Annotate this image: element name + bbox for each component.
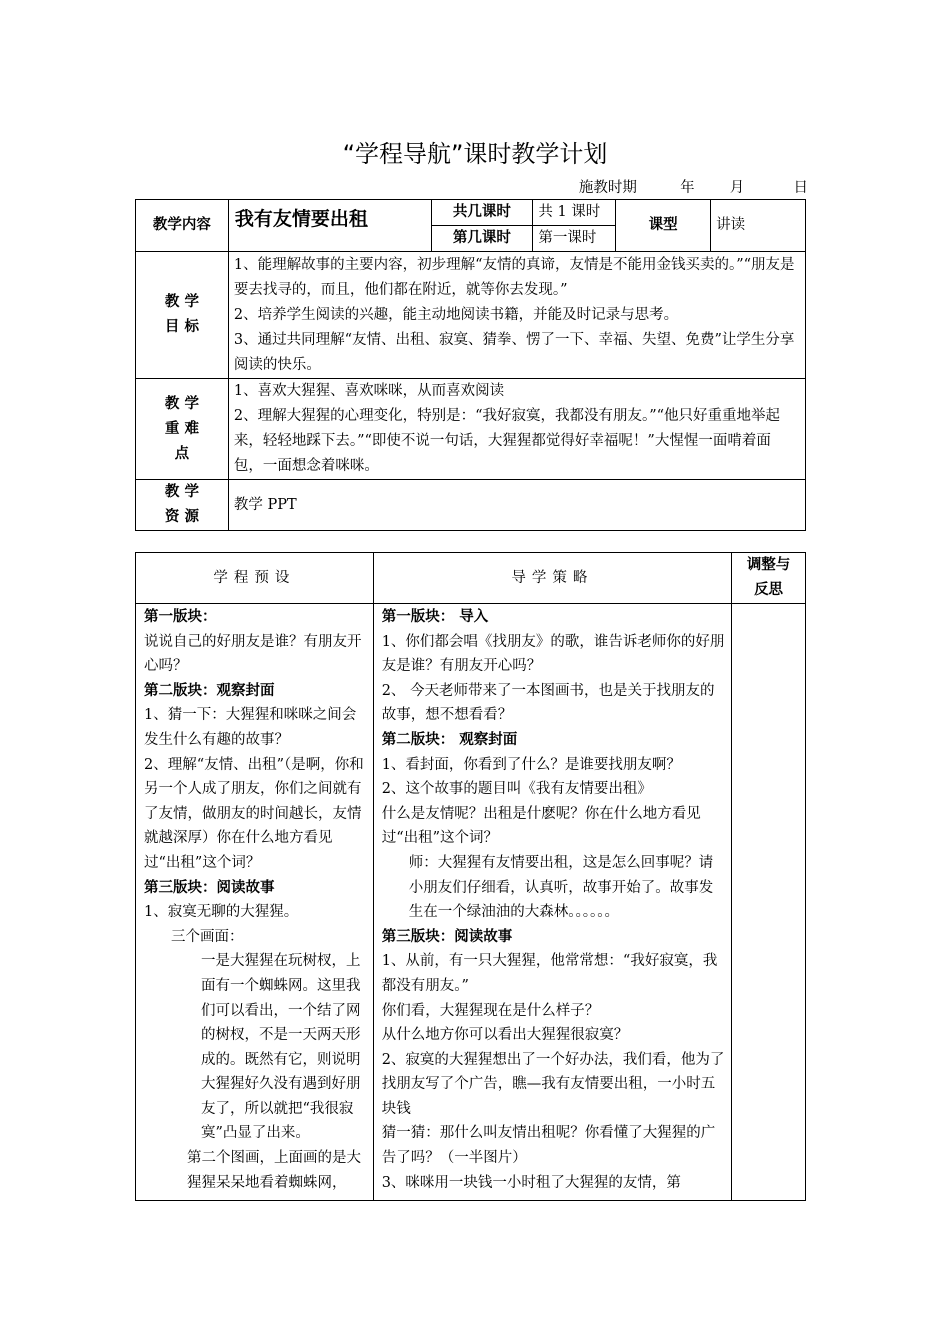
header-learning-preset: 学程预设 (136, 553, 374, 604)
total-hours-value: 共 1 课时 (533, 200, 616, 226)
teaching-goals (228, 252, 805, 379)
strategy-paragraph: 猜一猜：那什么叫友情出租呢？你看懂了大猩猩的广告了吗？（一半图片） (381, 1125, 716, 1167)
date-month: 月 (729, 180, 745, 196)
total-hours-label: 共几课时 (431, 200, 533, 226)
which-hour-label: 第几课时 (431, 226, 533, 252)
strategy-paragraph: 第一版块： 导入 (381, 609, 489, 625)
lesson-type-label: 课型 (616, 200, 711, 252)
key-points (228, 379, 805, 480)
lesson-plan-table (135, 552, 806, 1201)
page-title: “学程导航”课时教学计划 (342, 140, 608, 168)
preset-paragraph: 一是大猩猩在玩树杈，上面有一个蜘蛛网。这里我们可以看出，一个结了网的树杈，不是一天两天形成的。既然有它，则说明大猩猩好久没有遇到好朋友了，所以就把“我很寂寞”凸显了出来。 (201, 953, 361, 1142)
strategy-paragraph: 第三版块：阅读故事 (381, 928, 513, 945)
strategy-paragraph: 2、寂寞的大猩猩想出了一个好办法，我们看，他为了找朋友写了个广告，瞧—我有友情要出租，一小时五块钱 (381, 1051, 725, 1117)
preset-paragraph: 2、理解“友情、出租”（是啊，你和另一个人成了朋友，你们之间就有了友情，做朋友的时间越长，友情就越深厚）你在什么地方看见过“出租”这个词？ (144, 756, 364, 871)
strategy-paragraph: 2、这个故事的题目叫《我有友情要出租》 (381, 781, 652, 798)
key-point-item: 2、理解大猩猩的心理变化，特别是：“我好寂寞，我都没有朋友。”“他只好重重地举起来，轻轻地踩下去。”“即使不说一句话，大猩猩都觉得好幸福呢！”大惺惺一面啃着面包，一面想念着咪咪。 (233, 408, 781, 474)
preset-paragraph: 第二版块：观察封面 (144, 682, 275, 699)
strategy-paragraph: 你们看，大猩猩现在是什么样子？ (381, 1002, 600, 1019)
date-day: 日 (793, 180, 808, 196)
key-points-label: 教 学 重 难 点 (136, 379, 229, 480)
strategy-paragraph: 3、咪咪用一块钱一小时租了大猩猩的友情，第 (381, 1174, 681, 1191)
strategy-paragraph: 师：大猩猩有友情要出租，这是怎么回事呢？请小朋友们仔细看，认真听，故事开始了。故事发生在一个绿油油的大森林。。。。。。 (408, 854, 714, 921)
which-hour-value: 第一课时 (533, 226, 616, 252)
header-guidance-strategy: 导学策略 (373, 553, 731, 604)
goal-item: 3、通过共同理解“友情、出租、寂寞、猜拳、愣了一下、幸福、失望、免费”让学生分享阅读的快乐。 (233, 332, 795, 373)
key-point-item: 1、喜欢大猩猩、喜欢咪咪，从而喜欢阅读 (233, 383, 505, 399)
strategy-paragraph: 第二版块： 观察封面 (381, 731, 518, 748)
preset-paragraph: 第三版块：阅读故事 (144, 879, 275, 896)
strategy-paragraph: 1、从前，有一只大猩猩，他常常想：“我好寂寞，我都没有朋友。” (381, 953, 718, 994)
resources-label: 教 学 资 源 (136, 480, 229, 531)
learning-preset-column (136, 604, 374, 1201)
strategy-paragraph: 1、你们都会唱《找朋友》的歌，谁告诉老师你的好朋友是谁？有朋友开心吗？ (381, 633, 725, 675)
content-label: 教学内容 (136, 200, 229, 252)
strategy-paragraph: 从什么地方你可以看出大猩猩很寂寞？ (381, 1027, 629, 1044)
lesson-type-value: 讲读 (711, 200, 806, 252)
strategy-paragraph: 2、 今天老师带来了一本图画书，也是关于找朋友的故事，想不想看看？ (381, 682, 715, 724)
teaching-date (579, 176, 808, 197)
goal-item: 2、培养学生阅读的兴趣，能主动地阅读书籍，并能及时记录与思考。 (233, 307, 679, 323)
preset-paragraph: 1、寂寞无聊的大猩猩。 (144, 904, 299, 921)
strategy-paragraph: 1、看封面，你看到了什么？是谁要找朋友啊？ (381, 756, 681, 773)
goals-label: 教 学 目 标 (136, 252, 229, 379)
preset-paragraph: 第二个图画，上面画的是大猩猩呆呆地看着蜘蛛网， (187, 1150, 361, 1191)
lesson-info-table (135, 199, 806, 531)
guidance-strategy-column (373, 604, 731, 1201)
strategy-paragraph: 什么是友情呢？出租是什麽呢？你在什么地方看见过“出租”这个词？ (381, 805, 701, 847)
preset-paragraph: 说说自己的好朋友是谁？有朋友开心吗？ (144, 633, 362, 675)
header-adjust-reflect: 调整与 反思 (732, 553, 806, 604)
preset-paragraph: 1、猜一下：大猩猩和咪咪之间会发生什么有趣的故事？ (144, 707, 357, 748)
preset-paragraph: 第一版块： (144, 609, 217, 625)
adjust-reflect-column (732, 604, 806, 1201)
content-value: 我有友情要出租 (228, 200, 431, 252)
date-label: 施教时期 (578, 180, 637, 196)
teaching-resources: 教学 PPT (228, 480, 805, 531)
date-year: 年 (680, 180, 695, 196)
preset-paragraph: 三个画面： (171, 928, 244, 945)
goal-item: 1、能理解故事的主要内容，初步理解“友情的真谛，友情是不能用金钱买卖的。”“朋友是要去找寻的，而且，他们都在附近，就等你去发现。” (233, 257, 795, 298)
